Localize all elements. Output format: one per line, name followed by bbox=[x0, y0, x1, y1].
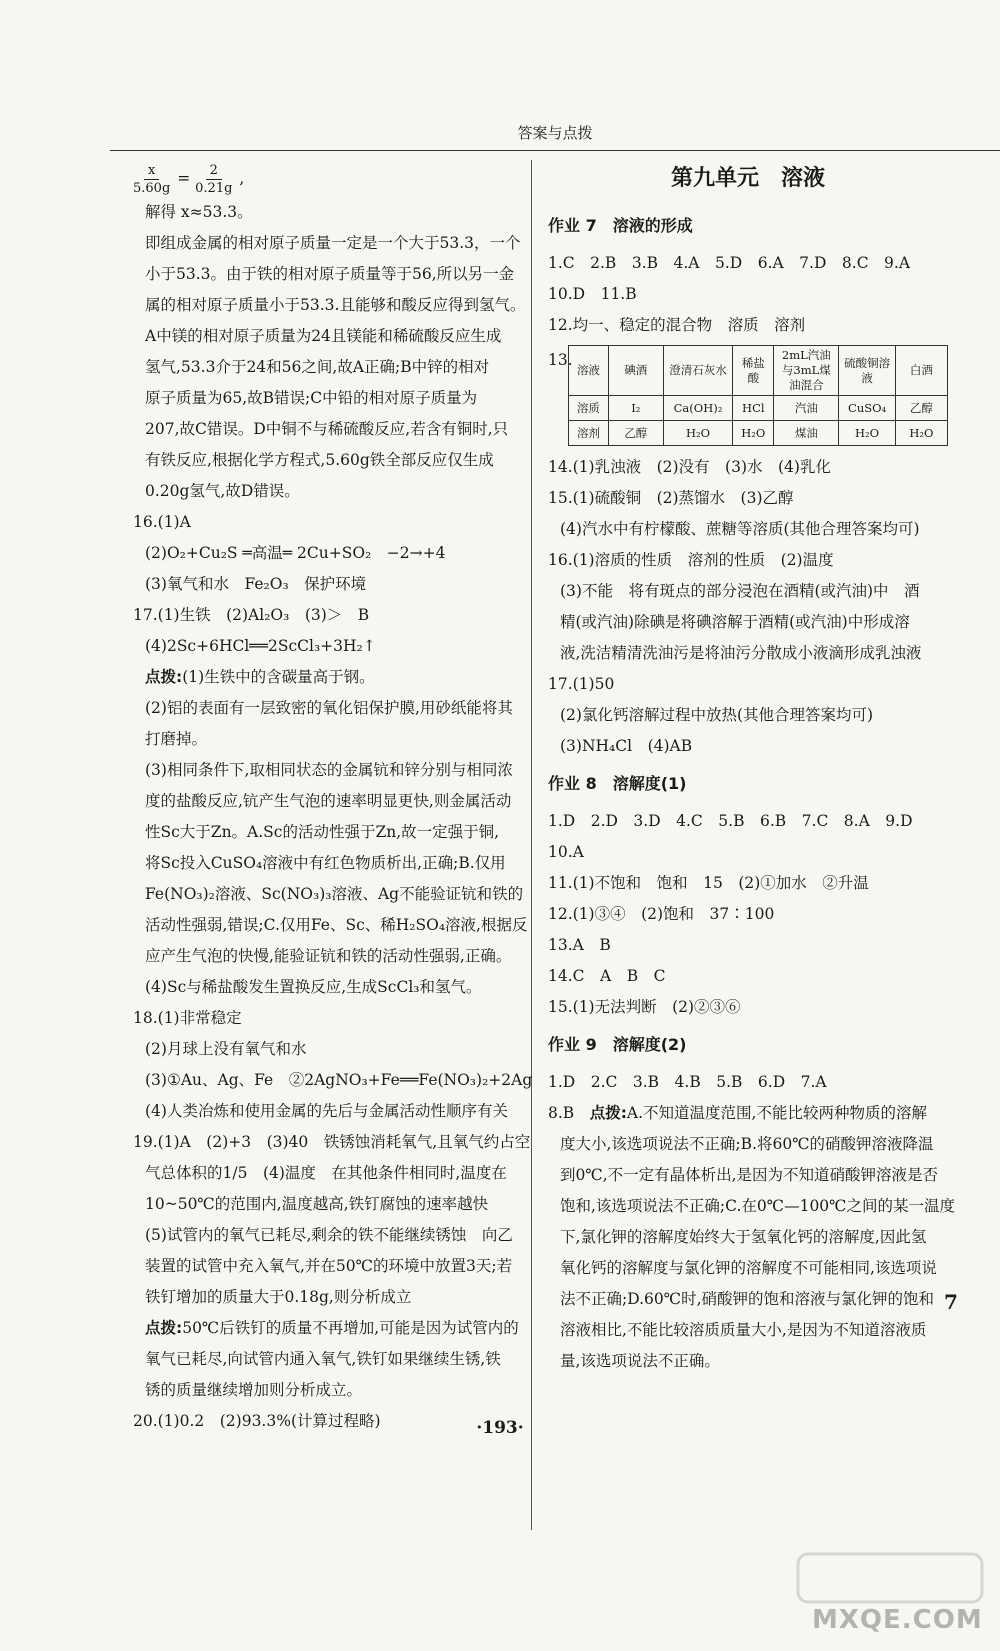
answer-line: 度的盐酸反应,钪产生气泡的速率明显更快,则金属活动 bbox=[145, 792, 512, 810]
answer-line: 0.20g氢气,故D错误。 bbox=[145, 482, 300, 500]
answer-line: (4)汽水中有柠檬酸、蔗糖等溶质(其他合理答案均可) bbox=[560, 520, 920, 538]
page-header: 答案与点拨 bbox=[517, 124, 593, 142]
answer-line: 小于53.3。由于铁的相对原子质量等于56,所以另一金 bbox=[145, 265, 515, 283]
answer-line: 15.(1)硫酸铜 (2)蒸馏水 (3)乙醇 bbox=[548, 489, 794, 507]
answer-line: 16.(1)A bbox=[133, 513, 191, 531]
answer-line: (3)氧气和水 Fe₂O₃ 保护环境 bbox=[145, 575, 367, 593]
answer-line: (2)O₂+Cu₂S ═高温═ 2Cu+SO₂ −2→+4 bbox=[145, 544, 446, 562]
table-cell: 硫酸铜溶液 bbox=[839, 346, 896, 396]
unit-title: 第九单元 溶液 bbox=[670, 165, 825, 191]
answer-line: 12.(1)③④ (2)饱和 37∶100 bbox=[548, 905, 775, 923]
equals-sign: = bbox=[177, 169, 191, 188]
corner-mark: 7 bbox=[944, 1290, 958, 1314]
hw9-title: 作业 9 溶解度(2) bbox=[548, 1035, 687, 1054]
table-cell: H₂O bbox=[733, 421, 774, 446]
left-column bbox=[133, 162, 533, 1437]
table-cell: H₂O bbox=[895, 421, 947, 446]
fraction-2-denominator: 0.21g bbox=[195, 181, 233, 196]
answer-line: 锈的质量继续增加则分析成立。 bbox=[145, 1381, 363, 1399]
table-cell: 白酒 bbox=[895, 346, 947, 396]
answer-line: (2)月球上没有氧气和水 bbox=[145, 1040, 307, 1058]
hw8-answers bbox=[548, 806, 948, 1023]
answer-line: 下,氯化钾的溶解度始终大于氢氧化钙的溶解度,因此氢 bbox=[560, 1228, 927, 1246]
table-cell: 稀盐酸 bbox=[733, 346, 774, 396]
answer-line: 点拨:(1)生铁中的含碳量高于钢。 bbox=[145, 668, 375, 686]
answer-line: (5)试管内的氧气已耗尽,剩余的铁不能继续锈蚀 向乙 bbox=[145, 1226, 513, 1244]
answer-line: (3)①Au、Ag、Fe ②2AgNO₃+Fe══Fe(NO₃)₂+2Ag bbox=[145, 1071, 533, 1089]
answer-line: 性Sc大于Zn。A.Sc的活动性强于Zn,故一定强于铜, bbox=[145, 823, 500, 841]
page-number: ·193· bbox=[476, 1418, 524, 1438]
answer-line: 19.(1)A (2)+3 (3)40 铁锈蚀消耗氧气,且氧气约占空 bbox=[133, 1133, 531, 1151]
answer-line: 1.C 2.B 3.B 4.A 5.D 6.A 7.D 8.C 9.A bbox=[548, 254, 911, 272]
answer-line: 属的相对原子质量小于53.3.且能够和酸反应得到氢气。 bbox=[145, 296, 526, 314]
answer-line: 17.(1)生铁 (2)Al₂O₃ (3)＞ B bbox=[133, 606, 370, 624]
answer-line: A中镁的相对原子质量为24且镁能和稀硫酸反应生成 bbox=[145, 327, 502, 345]
answer-line: 法不正确;D.60℃时,硝酸钾的饱和溶液与氯化钾的饱和 bbox=[560, 1290, 935, 1308]
table-cell: 碘酒 bbox=[608, 346, 663, 396]
answer-line: 13.A B bbox=[548, 936, 611, 954]
hw9-answers bbox=[548, 1067, 956, 1377]
answer-line: (2)铝的表面有一层致密的氧化铝保护膜,用砂纸能将其 bbox=[145, 699, 513, 717]
hw8-title: 作业 8 溶解度(1) bbox=[548, 774, 687, 793]
hw7-title: 作业 7 溶液的形成 bbox=[548, 216, 693, 235]
table-cell: 2mL汽油与3mL煤油混合 bbox=[774, 346, 839, 396]
fraction-equation bbox=[133, 162, 505, 197]
fraction-suffix: , bbox=[239, 169, 245, 188]
fraction-1 bbox=[133, 162, 170, 197]
answer-line: (4)人类冶炼和使用金属的先后与金属活动性顺序有关 bbox=[145, 1102, 508, 1120]
answer-line: 应产生气泡的快慢,能验证钪和铁的活动性强弱,正确。 bbox=[145, 947, 512, 965]
answer-line: 液,洗洁精清洗油污是将油污分散成小液滴形成乳浊液 bbox=[560, 644, 922, 662]
answer-line: 1.D 2.D 3.D 4.C 5.B 6.B 7.C 8.A 9.D bbox=[548, 812, 913, 830]
tip-label: 点拨: bbox=[145, 1319, 183, 1337]
table-cell: 溶液 bbox=[569, 346, 609, 396]
answer-line: 18.(1)非常稳定 bbox=[133, 1009, 242, 1027]
header-rule bbox=[110, 150, 1000, 151]
answer-line: 活动性强弱,错误;C.仅用Fe、Sc、稀H₂SO₄溶液,根据反 bbox=[145, 916, 528, 934]
answer-line: 15.(1)无法判断 (2)②③⑥ bbox=[548, 998, 741, 1016]
left-answer-lines bbox=[133, 197, 533, 1437]
fraction-2 bbox=[195, 162, 232, 197]
answer-line: (3)不能 将有斑点的部分浸泡在酒精(或汽油)中 酒 bbox=[560, 582, 920, 600]
answer-line: 度大小,该选项说法不正确;B.将60℃的硝酸钾溶液降温 bbox=[560, 1135, 934, 1153]
answer-line: 将Sc投入CuSO₄溶液中有红色物质析出,正确;B.仅用 bbox=[145, 854, 506, 872]
table-cell: 乙醇 bbox=[895, 396, 947, 421]
answer-line: 10.A bbox=[548, 843, 584, 861]
answer-line: 20.(1)0.2 (2)93.3%(计算过程略) bbox=[133, 1412, 381, 1430]
answer-line: 有铁反应,根据化学方程式,5.60g铁全部反应仅生成 bbox=[145, 451, 494, 469]
solution-table bbox=[568, 345, 948, 446]
table-cell: 溶剂 bbox=[569, 421, 609, 446]
watermark-text: MXQE.COM bbox=[812, 1605, 983, 1635]
table-cell: 乙醇 bbox=[608, 421, 663, 446]
table-cell: 溶质 bbox=[569, 396, 609, 421]
answer-line: (4)Sc与稀盐酸发生置换反应,生成ScCl₃和氢气。 bbox=[145, 978, 482, 996]
table-cell: Ca(OH)₂ bbox=[663, 396, 732, 421]
answer-line: 气总体积的1/5 (4)温度 在其他条件相同时,温度在 bbox=[145, 1164, 507, 1182]
answer-line: 精(或汽油)除碘是将碘溶解于酒精(或汽油)中形成溶 bbox=[560, 613, 910, 631]
answer-line: 10.D 11.B bbox=[548, 285, 637, 303]
answer-line: 即组成金属的相对原子质量一定是一个大于53.3，一个 bbox=[145, 234, 521, 252]
fraction-1-denominator: 5.60g bbox=[133, 181, 171, 196]
table-row bbox=[569, 421, 948, 446]
answer-line: 饱和,该选项说法不正确;C.在0℃—100℃之间的某一温度 bbox=[560, 1197, 956, 1215]
answer-line: 14.C A B C bbox=[548, 967, 666, 985]
hw7-answers bbox=[548, 248, 948, 341]
answer-line: (2)氯化钙溶解过程中放热(其他合理答案均可) bbox=[560, 706, 874, 724]
answer-line: 氧气已耗尽,向试管内通入氧气,铁钉如果继续生锈,铁 bbox=[145, 1350, 501, 1368]
answer-line: 量,该选项说法不正确。 bbox=[560, 1352, 720, 1370]
table-header-row bbox=[569, 346, 948, 396]
answer-line: (3)NH₄Cl (4)AB bbox=[560, 737, 693, 755]
table-cell: H₂O bbox=[839, 421, 896, 446]
answer-line: 溶液相比,不能比较溶质质量大小,是因为不知道溶液质 bbox=[560, 1321, 927, 1339]
table-cell: 汽油 bbox=[774, 396, 839, 421]
answer-line: 原子质量为65,故B错误;C中铅的相对原子质量为 bbox=[145, 389, 478, 407]
table-cell: CuSO₄ bbox=[839, 396, 896, 421]
right-column bbox=[548, 158, 956, 1377]
fraction-1-numerator: x bbox=[144, 162, 159, 180]
answer-line: 打磨掉。 bbox=[145, 730, 208, 748]
answer-line: 12.均一、稳定的混合物 溶质 溶剂 bbox=[548, 316, 806, 334]
tip-label: 点拨: bbox=[589, 1104, 627, 1122]
answer-line: 14.(1)乳浊液 (2)没有 (3)水 (4)乳化 bbox=[548, 458, 831, 476]
answer-line: (4)2Sc+6HCl══2ScCl₃+3H₂↑ bbox=[145, 637, 376, 655]
tip-label: 点拨: bbox=[145, 668, 183, 686]
answer-line: 16.(1)溶质的性质 溶剂的性质 (2)温度 bbox=[548, 551, 834, 569]
q13-block bbox=[548, 345, 948, 446]
answer-line: 1.D 2.C 3.B 4.B 5.B 6.D 7.A bbox=[548, 1073, 827, 1091]
answer-line: 氧化钙的溶解度与氯化钾的溶解度不可能相同,该选项说 bbox=[560, 1259, 937, 1277]
answer-line: 11.(1)不饱和 饱和 15 (2)①加水 ②升温 bbox=[548, 874, 869, 892]
answer-line: 装置的试管中充入氧气,并在50℃的环境中放置3天;若 bbox=[145, 1257, 513, 1275]
answer-line: 8.B 点拨:A.不知道温度范围,不能比较两种物质的溶解 bbox=[548, 1104, 927, 1122]
table-cell: 煤油 bbox=[774, 421, 839, 446]
answer-line: 17.(1)50 bbox=[548, 675, 615, 693]
table-cell: H₂O bbox=[663, 421, 732, 446]
hw7-answers-after bbox=[548, 452, 948, 762]
answer-line: 铁钉增加的质量大于0.18g,则分析成立 bbox=[145, 1288, 412, 1306]
answer-line: 点拨:50℃后铁钉的质量不再增加,可能是因为试管内的 bbox=[145, 1319, 519, 1337]
table-cell: 澄清石灰水 bbox=[663, 346, 732, 396]
fraction-2-numerator: 2 bbox=[206, 162, 222, 180]
answer-line: (3)相同条件下,取相同状态的金属钪和锌分别与相同浓 bbox=[145, 761, 513, 779]
answer-line: 氢气,53.3介于24和56之间,故A正确;B中锌的相对 bbox=[145, 358, 490, 376]
q13-label: 13. bbox=[548, 351, 573, 369]
table-cell: HCl bbox=[733, 396, 774, 421]
answer-line: 到0℃,不一定有晶体析出,是因为不知道硝酸钾溶液是否 bbox=[560, 1166, 939, 1184]
answer-line: Fe(NO₃)₂溶液、Sc(NO₃)₃溶液、Ag不能验证钪和铁的 bbox=[145, 885, 524, 903]
answer-line: 207,故C错误。D中铜不与稀硫酸反应,若含有铜时,只 bbox=[145, 420, 509, 438]
table-row bbox=[569, 396, 948, 421]
column-divider bbox=[531, 160, 532, 1530]
answer-line: 解得 x≈53.3。 bbox=[145, 203, 253, 221]
table-cell: I₂ bbox=[608, 396, 663, 421]
answer-line: 10~50℃的范围内,温度越高,铁钉腐蚀的速率越快 bbox=[145, 1195, 489, 1213]
